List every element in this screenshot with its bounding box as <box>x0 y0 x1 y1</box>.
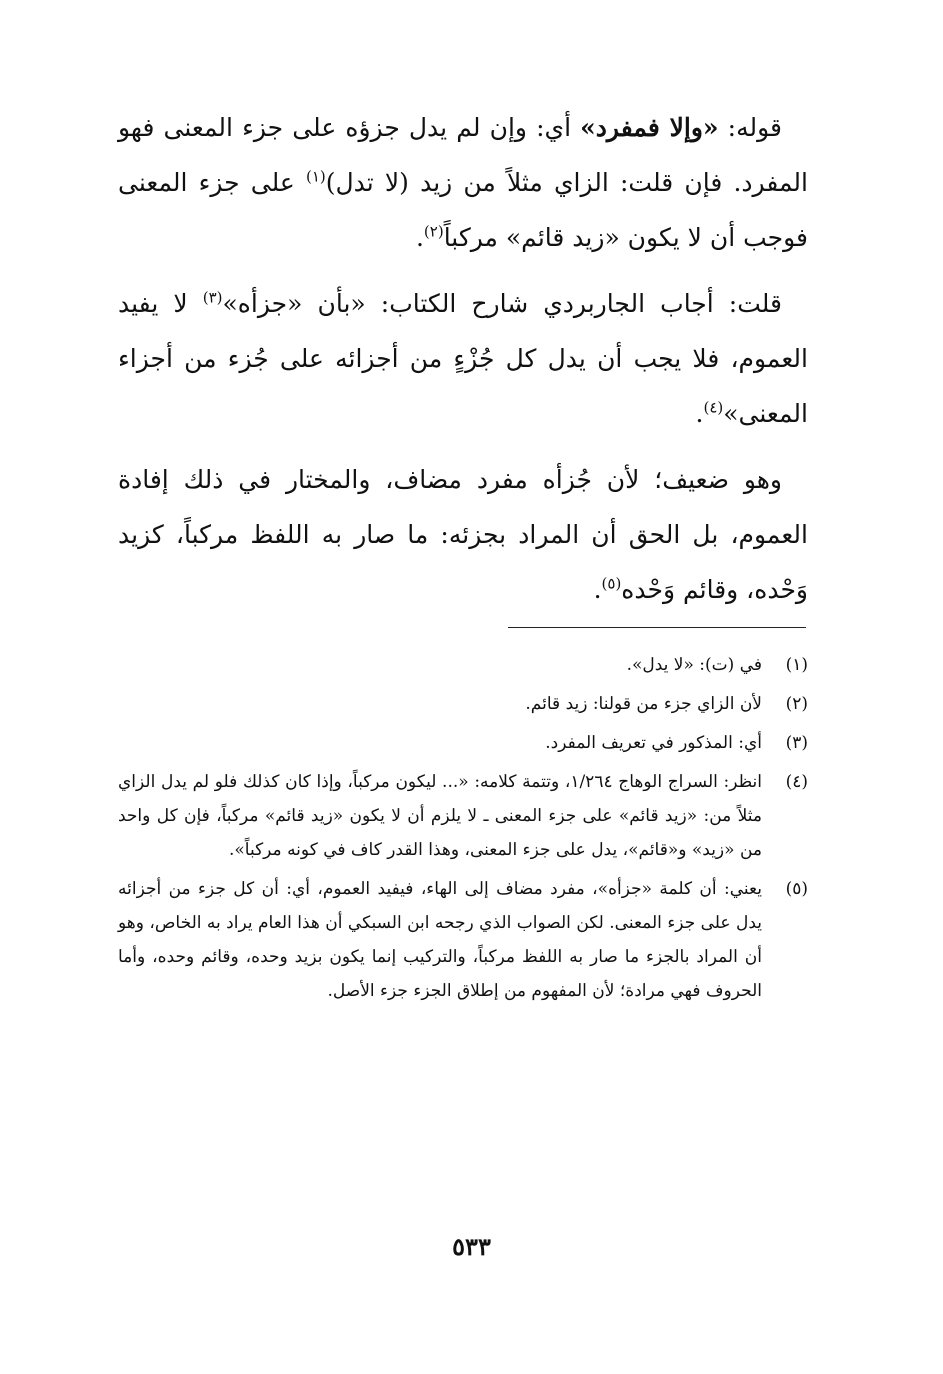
footnote-ref-3[interactable]: (٣) <box>202 288 223 307</box>
footnotes <box>118 648 808 1013</box>
footnote-separator <box>508 627 806 628</box>
footnote-2 <box>118 687 808 721</box>
p3-text-2: . <box>593 575 602 604</box>
footnote-ref-1[interactable]: (١) <box>305 167 326 186</box>
footnote-text: لأن الزاي جزء من قولنا: زيد قائم. <box>525 694 762 714</box>
p3-text-1: وهو ضعيف؛ لأن جُزأه مفرد مضاف، والمختار في ذلك إفادة العموم، بل الحق أن المراد بجزئه: ما صار به اللفظ مركباً، كزيد وَحْده، وقائم وَحْده <box>118 465 808 604</box>
footnote-1 <box>118 648 808 682</box>
p2-text-1: قلت: أجاب الجاربردي شارح الكتاب: «بأن «جزأه» <box>222 289 782 318</box>
main-text <box>118 100 808 628</box>
paragraph-3 <box>118 452 808 617</box>
footnote-number: (٢) <box>785 694 808 714</box>
footnote-5 <box>118 872 808 1008</box>
footnote-number: (٣) <box>785 733 808 753</box>
p1-text-1: أي: وإن لم يدل جزؤه على جزء المعنى فهو المفرد. فإن قلت: الزاي مثلاً من زيد (لا تدل) <box>118 113 808 197</box>
p2-text-2: لا يفيد العموم، فلا يجب أن يدل كل جُزْءٍ من أجزائه على جُزء من أجزاء المعنى» <box>118 289 808 428</box>
footnote-ref-5[interactable]: (٥) <box>601 574 622 593</box>
p1-text-2: على جزء المعنى فوجب أن لا يكون «زيد قائم» مركباً <box>118 168 808 252</box>
paragraph-1 <box>118 100 808 265</box>
p1-prefix: قوله: <box>718 113 782 142</box>
paragraph-2 <box>118 276 808 441</box>
footnote-4 <box>118 765 808 867</box>
footnote-text: في (ت): «لا يدل». <box>626 655 762 675</box>
footnote-ref-2[interactable]: (٢) <box>423 222 444 241</box>
footnote-number: (٥) <box>785 879 808 899</box>
footnote-text: أي: المذكور في تعريف المفرد. <box>545 733 762 753</box>
footnote-text: انظر: السراج الوهاج ١/٢٦٤، وتتمة كلامه: «... ليكون مركباً، وإذا كان كذلك فلو لم يدل الزاي مثلاً من: «زيد قائم» على جزء المعنى ـ لا يلزم أن لا يكون «زيد قائم» مركباً، فإن كل واحد من «زيد» و«قائم»، يدل على جزء المعنى، وهذا القدر كاف في كونه مركباً». <box>118 772 763 860</box>
quoted-term-bold: «وإلا فمفرد» <box>580 113 719 142</box>
footnote-3 <box>118 726 808 760</box>
footnote-number: (١) <box>785 655 808 675</box>
page-number: ٥٣٣ <box>452 1232 491 1261</box>
p2-text-3: . <box>695 399 704 428</box>
footnote-number: (٤) <box>785 772 808 792</box>
footnote-ref-4[interactable]: (٤) <box>703 398 724 417</box>
p1-text-3: . <box>415 223 424 252</box>
footnote-text: يعني: أن كلمة «جزأه»، مفرد مضاف إلى الهاء، فيفيد العموم، أي: أن كل جزء من أجزائه يدل على جزء المعنى. لكن الصواب الذي رجحه ابن السبكي أن هذا العام يراد به الخاص، وهو أن المراد بالجزء ما صار به اللفظ مركباً، والتركيب إنما يكون بزيد وحده، وقائم وحده، وأما الحروف فهي مرادة؛ لأن المفهوم من إطلاق الجزء جزء الأصل. <box>118 879 762 1001</box>
